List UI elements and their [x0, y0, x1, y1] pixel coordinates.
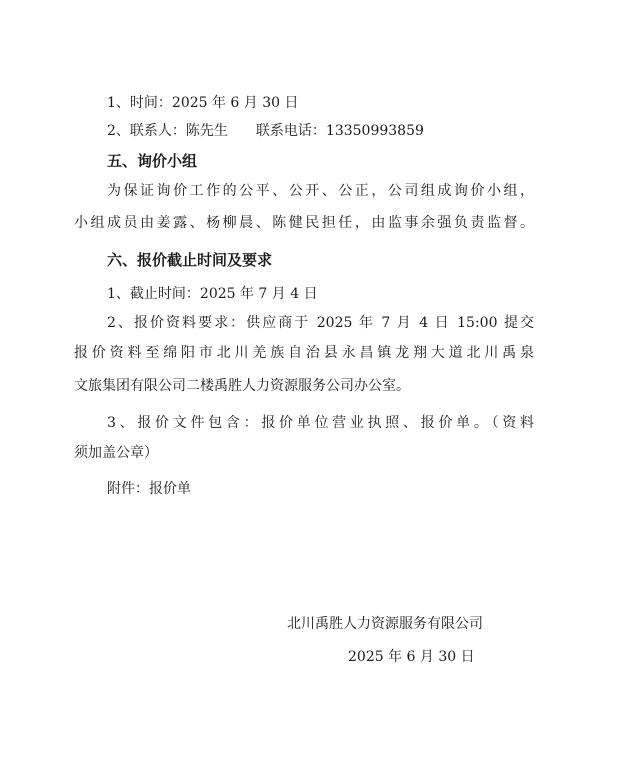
documents-line-2: 须加盖公章）	[74, 445, 158, 461]
contact-person: 2、联系人：陈先生	[107, 123, 228, 139]
requirements-line-3: 文旅集团有限公司二楼禹胜人力资源服务公司办公室。	[74, 378, 410, 394]
section-5-heading: 五、询价小组	[107, 152, 198, 170]
item-time: 1、时间：2025 年 6 月 30 日	[107, 95, 299, 111]
signature-date: 2025 年 6 月 30 日	[348, 649, 475, 665]
attachment-note: 附件：报价单	[107, 481, 191, 497]
requirements-line-2: 报价资料至绵阳市北川羌族自治县永昌镇龙翔大道北川禹泉	[74, 345, 534, 361]
signature-company: 北川禹胜人力资源服务有限公司	[287, 616, 483, 632]
requirements-line-1: 2、报价资料要求：供应商于 2025 年 7 月 4 日 15:00 提交	[107, 315, 534, 331]
item-deadline: 1、截止时间：2025 年 7 月 4 日	[107, 286, 318, 302]
section-5-paragraph-line-2: 小组成员由姜露、杨柳晨、陈健民担任，由监事余强负责监督。	[74, 215, 534, 231]
contact-phone: 联系电话：13350993859	[255, 123, 424, 139]
section-5-paragraph-line-1: 为保证询价工作的公平、公开、公正，公司组成询价小组，	[107, 183, 534, 199]
item-contact	[107, 121, 424, 141]
documents-line-1: 3、报价文件包含：报价单位营业执照、报价单。（资料	[107, 415, 534, 431]
section-6-heading: 六、报价截止时间及要求	[107, 251, 273, 269]
